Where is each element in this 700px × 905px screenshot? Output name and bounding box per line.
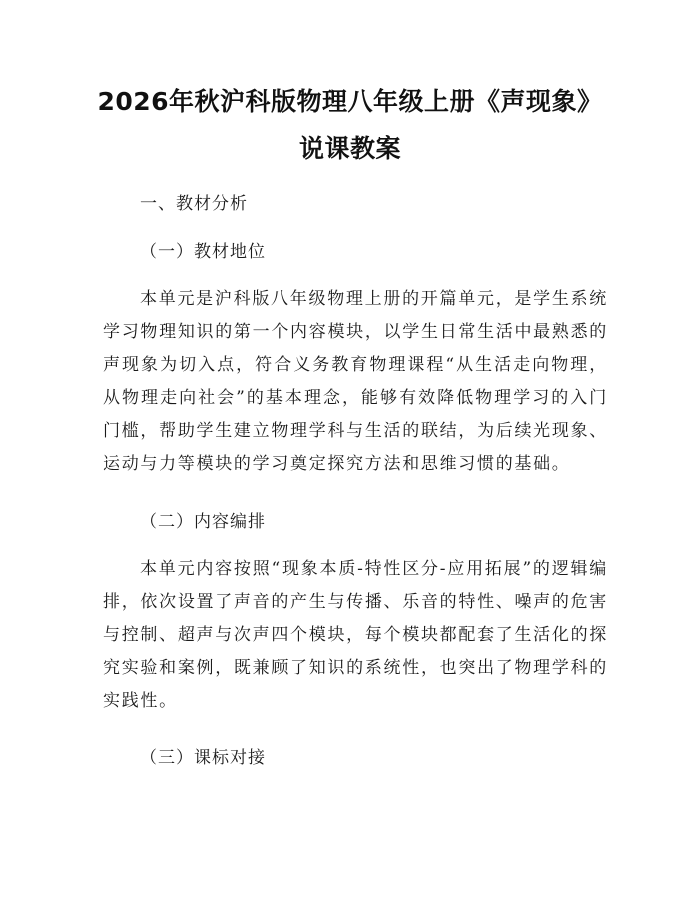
subsection-heading-textbook-position: （一）教材地位 [140,242,266,262]
document-title-line-2: 说课教案 [298,134,401,163]
document-title-line-1: 2026年秋沪科版物理八年级上册《声现象》 [97,87,603,116]
subsection-heading-content-arrangement: （二）内容编排 [140,512,266,532]
paragraph-textbook-position: 本单元是沪科版八年级物理上册的开篇单元，是学生系统学习物理知识的第一个内容模块，以学生日常生活中最熟悉的声现象为切入点，符合义务教育物理课程“从生活走向物理，从物理走向社会”的基本理念，能够有效降低物理学习的入门门槛，帮助学生建立物理学科与生活的联结，为后续光现象、运动与力等模块的学习奠定探究方法和思维习惯的基础。 [103,289,608,474]
section-heading-textbook-analysis: 一、教材分析 [140,194,248,214]
paragraph-content-arrangement: 本单元内容按照“现象本质-特性区分-应用拓展”的逻辑编排，依次设置了声音的产生与传播、乐音的特性、噪声的危害与控制、超声与次声四个模块，每个模块都配套了生活化的探究实验和案例，既兼顾了知识的系统性，也突出了物理学科的实践性。 [103,559,608,711]
subsection-heading-curriculum-standard: （三）课标对接 [140,748,266,768]
